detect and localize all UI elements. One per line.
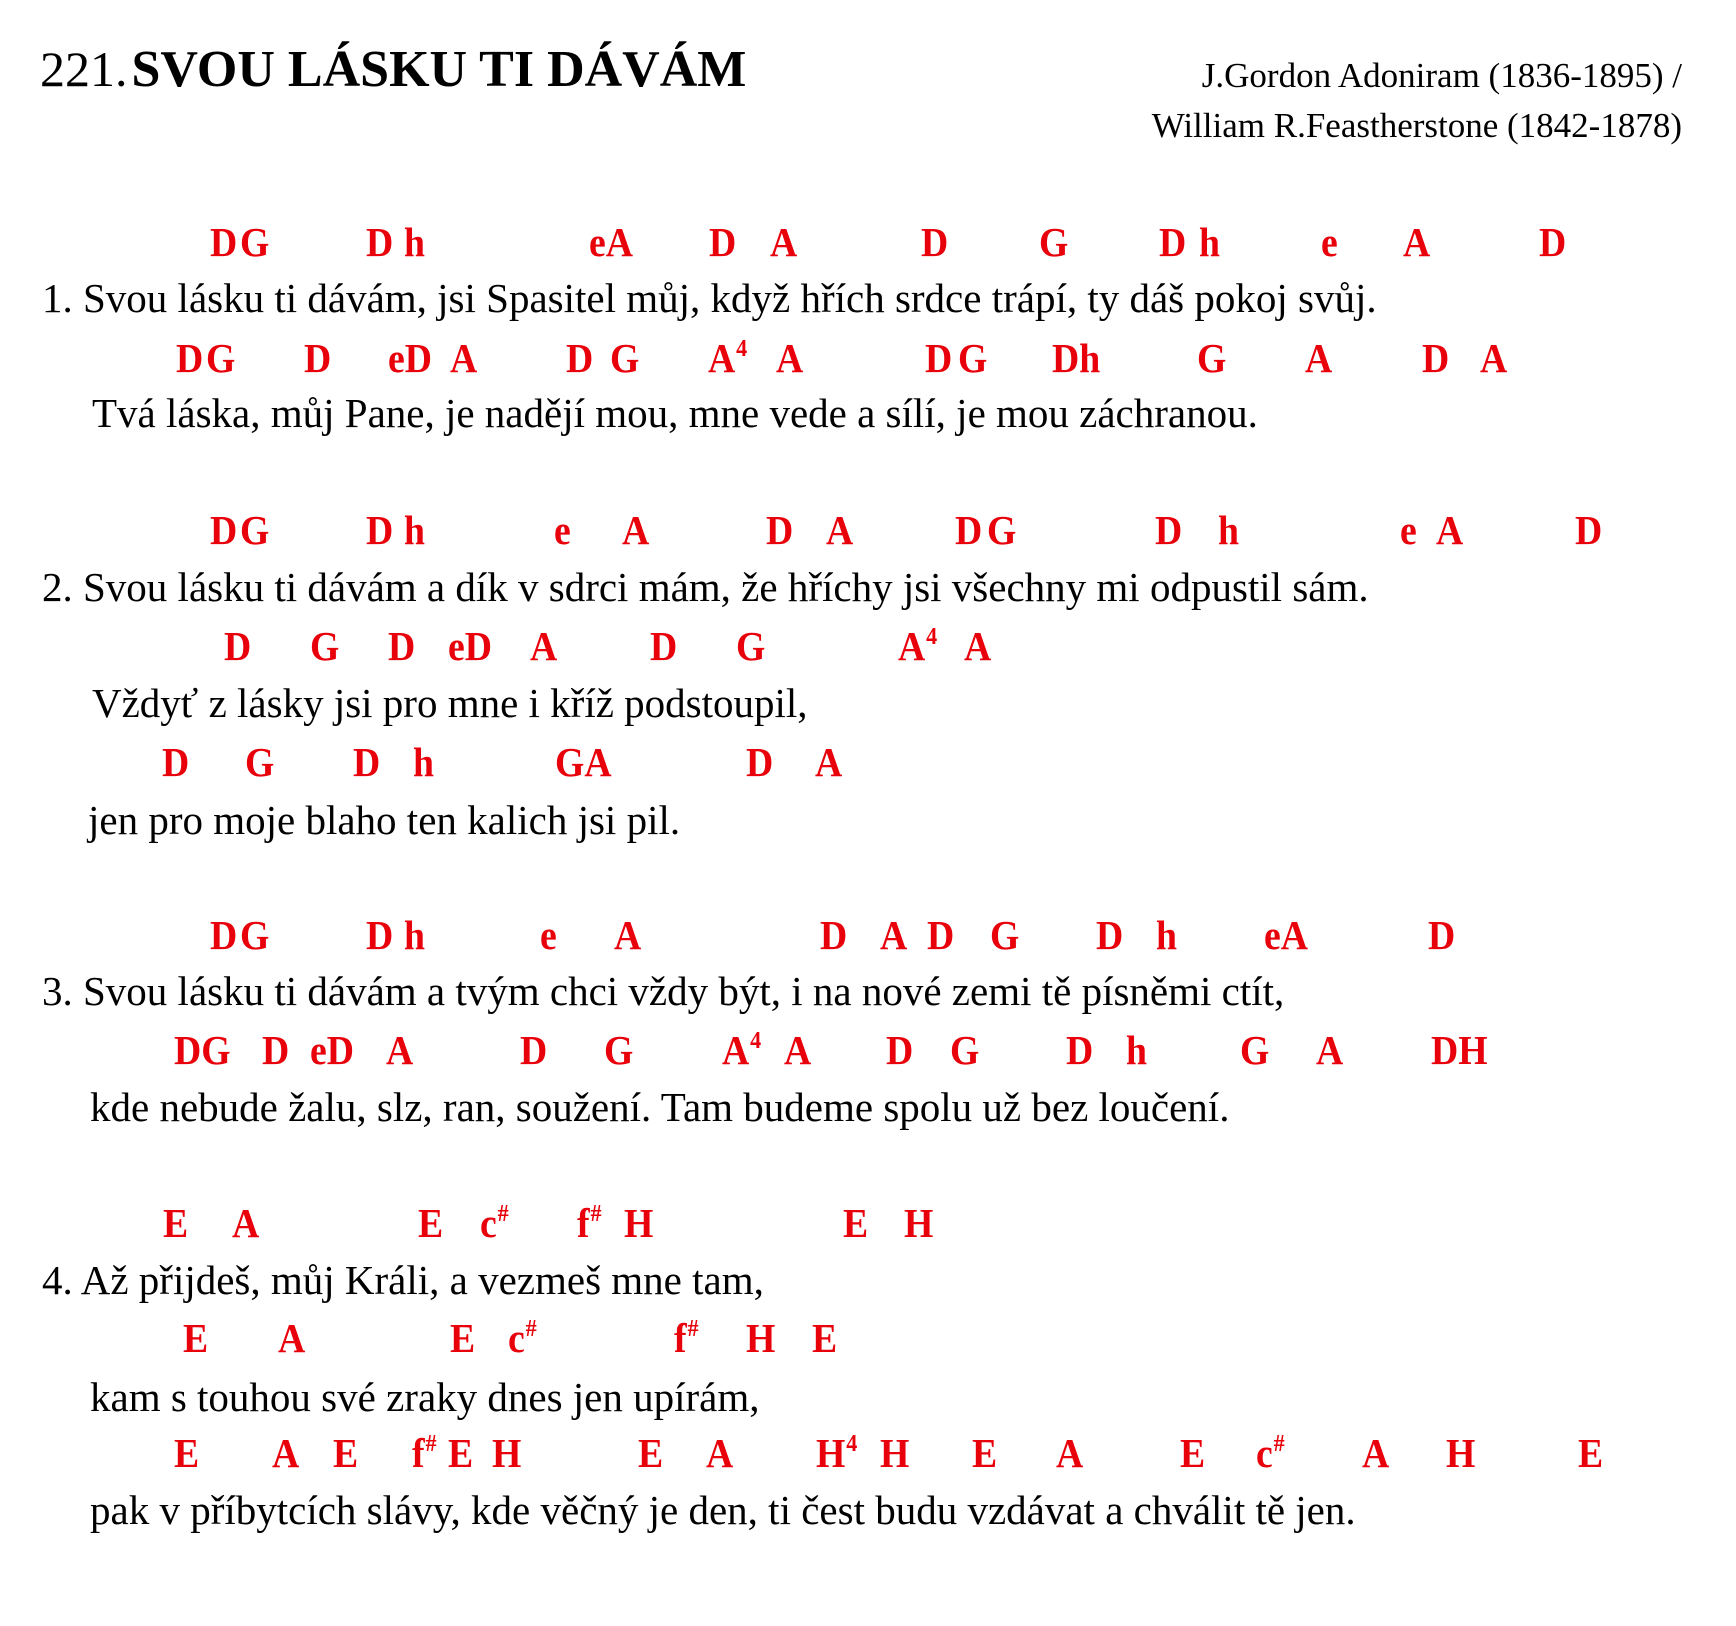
chord (577, 1200, 602, 1246)
chord: eA (1264, 912, 1308, 958)
chord: D (925, 335, 953, 381)
author-line-1: J.Gordon Adoniram (1836-1895) / (1201, 56, 1682, 95)
chord: h (413, 739, 434, 785)
chord: A (450, 335, 478, 381)
chord: A (770, 219, 798, 265)
chord: E (843, 1200, 869, 1246)
chord: D (927, 912, 955, 958)
chord: eD (310, 1027, 354, 1073)
chord: D (1155, 507, 1183, 553)
chord: D (366, 912, 394, 958)
chord: E (333, 1430, 359, 1476)
chord: eA (589, 219, 633, 265)
chord: D (566, 335, 594, 381)
chord-root: f (577, 1200, 590, 1246)
lyric-line: 1. Svou lásku ti dávám, jsi Spasitel můj, když hřích srdce trápí, ty dáš pokoj svůj. (42, 275, 1377, 321)
chord: A (1305, 335, 1333, 381)
chord: A (1316, 1027, 1344, 1073)
chord: A (1362, 1430, 1390, 1476)
chord: G (736, 623, 766, 669)
chord: G (1039, 219, 1069, 265)
sharp-sign: # (1273, 1431, 1285, 1457)
chord (508, 1315, 537, 1361)
lyric-line: kam s touhou své zraky dnes jen upírám, (90, 1374, 760, 1420)
sharp-sign: # (497, 1201, 509, 1227)
chord-extension: 4 (846, 1431, 858, 1457)
chord: A (880, 912, 908, 958)
chord: A (272, 1430, 300, 1476)
chord: e (540, 912, 557, 958)
chord: h (1156, 912, 1177, 958)
chord: G (310, 623, 340, 669)
chord-extension: 4 (926, 624, 938, 650)
chord: D (709, 219, 737, 265)
sharp-sign: # (425, 1431, 437, 1457)
song-title-row (40, 40, 746, 99)
chord: G (987, 507, 1017, 553)
chord: DH (1431, 1027, 1488, 1073)
chord-root: c (1256, 1430, 1273, 1476)
chord: h (404, 912, 425, 958)
chord (1256, 1430, 1285, 1476)
chord: D (224, 623, 252, 669)
author-line-2: William R.Feastherstone (1842-1878) (1151, 106, 1682, 145)
chord: e (554, 507, 571, 553)
chord-root: f (674, 1315, 687, 1361)
chord: D (1428, 912, 1456, 958)
sharp-sign: # (525, 1316, 537, 1342)
chord: A (706, 1430, 734, 1476)
chord: D (304, 335, 332, 381)
chord: e (1321, 219, 1338, 265)
song-title: SVOU LÁSKU TI DÁVÁM (131, 41, 747, 98)
chord: D (1422, 335, 1450, 381)
chord: $A^4$ (898, 623, 938, 669)
chord (412, 1430, 437, 1476)
chord-root: f (412, 1430, 425, 1476)
chord-extension: 4 (736, 336, 748, 362)
chord: G (206, 335, 236, 381)
lyric-line: kde nebude žalu, slz, ran, soužení. Tam budeme spolu už bez loučení. (90, 1084, 1230, 1130)
chord: G (1197, 335, 1227, 381)
chord: G (1240, 1027, 1270, 1073)
chord: G (240, 219, 270, 265)
chord: eD (388, 335, 432, 381)
chord: G (240, 507, 270, 553)
chord: h (1218, 507, 1239, 553)
chord: D (746, 739, 774, 785)
chord: E (638, 1430, 664, 1476)
chord: H (880, 1430, 910, 1476)
chord: D (820, 912, 848, 958)
sharp-sign: # (687, 1316, 699, 1342)
song-number: 221. (40, 41, 128, 97)
chord: e (1400, 507, 1417, 553)
chord: E (812, 1315, 838, 1361)
chord: D (1575, 507, 1603, 553)
chord: D (1066, 1027, 1094, 1073)
chord: E (1578, 1430, 1604, 1476)
chord: h (404, 507, 425, 553)
chord-root: c (508, 1315, 525, 1361)
sharp-sign: # (590, 1201, 602, 1227)
lyric-line: Vždyť z lásky jsi pro mne i kříž podstoupil, (92, 680, 808, 726)
chord: D (353, 739, 381, 785)
chord: G (990, 912, 1020, 958)
chord: H (904, 1200, 934, 1246)
chord: A (1403, 219, 1431, 265)
chord: D (1096, 912, 1124, 958)
chord: A (614, 912, 642, 958)
chord: H (746, 1315, 776, 1361)
chord: G (240, 912, 270, 958)
chord (480, 1200, 509, 1246)
chord: A (826, 507, 854, 553)
lyric-line: 2. Svou lásku ti dávám a dík v sdrci mám, že hříchy jsi všechny mi odpustil sám. (42, 564, 1369, 610)
chord: D (955, 507, 983, 553)
chord: H (1446, 1430, 1476, 1476)
chord: G (950, 1027, 980, 1073)
chord-root: H (816, 1430, 846, 1476)
chord: D (162, 739, 190, 785)
chord: A (1436, 507, 1464, 553)
chord: A (1056, 1430, 1084, 1476)
lyric-line: 3. Svou lásku ti dávám a tvým chci vždy být, i na nové zemi tě písněmi ctít, (42, 968, 1285, 1014)
chord: D (520, 1027, 548, 1073)
chord: h (1199, 219, 1220, 265)
chord: D (766, 507, 794, 553)
chord: D (366, 219, 394, 265)
chord (674, 1315, 699, 1361)
chord: A (784, 1027, 812, 1073)
chord: A (232, 1200, 260, 1246)
chord: A (964, 623, 992, 669)
chord: E (163, 1200, 189, 1246)
chord: D (921, 219, 949, 265)
chord: G (245, 739, 275, 785)
chord: D (366, 507, 394, 553)
lyric-line: 4. Až přijdeš, můj Králi, a vezmeš mne tam, (42, 1257, 764, 1303)
chord: GA (555, 739, 612, 785)
chord: D (388, 623, 416, 669)
chord: A (622, 507, 650, 553)
chord-extension: 4 (750, 1028, 762, 1054)
chord: E (1180, 1430, 1206, 1476)
chord: G (610, 335, 640, 381)
chord: D (210, 912, 238, 958)
chord: E (450, 1315, 476, 1361)
chord-root: c (480, 1200, 497, 1246)
chord: E (418, 1200, 444, 1246)
chord: D (210, 219, 238, 265)
chord: E (183, 1315, 209, 1361)
chord (816, 1430, 858, 1476)
chord: E (448, 1430, 474, 1476)
chord: E (972, 1430, 998, 1476)
chord: $A^4$ (708, 335, 748, 381)
chord: A (815, 739, 843, 785)
chord: Dh (1052, 335, 1101, 381)
chord: D (1539, 219, 1567, 265)
chord: A (278, 1315, 306, 1361)
chord: DG (174, 1027, 231, 1073)
lyric-line: pak v příbytcích slávy, kde věčný je den, ti čest budu vzdávat a chválit tě jen. (90, 1487, 1356, 1533)
chord: D (1159, 219, 1187, 265)
chord: A (386, 1027, 414, 1073)
chord: D (262, 1027, 290, 1073)
chord: A (530, 623, 558, 669)
lyric-line: jen pro moje blaho ten kalich jsi pil. (88, 797, 681, 843)
chord: D (886, 1027, 914, 1073)
chord: A (1480, 335, 1508, 381)
chord: h (404, 219, 425, 265)
chord: G (958, 335, 988, 381)
chord: G (604, 1027, 634, 1073)
chord: $A^4$ (722, 1027, 762, 1073)
lyric-line: Tvá láska, můj Pane, je nadějí mou, mne vede a sílí, je mou záchranou. (92, 390, 1258, 436)
chord: A (776, 335, 804, 381)
chord: E (174, 1430, 200, 1476)
chord: D (650, 623, 678, 669)
chord: D (176, 335, 204, 381)
chord: H (492, 1430, 522, 1476)
chord: D (210, 507, 238, 553)
chord: eD (448, 623, 492, 669)
chord: h (1126, 1027, 1147, 1073)
chord: H (624, 1200, 654, 1246)
